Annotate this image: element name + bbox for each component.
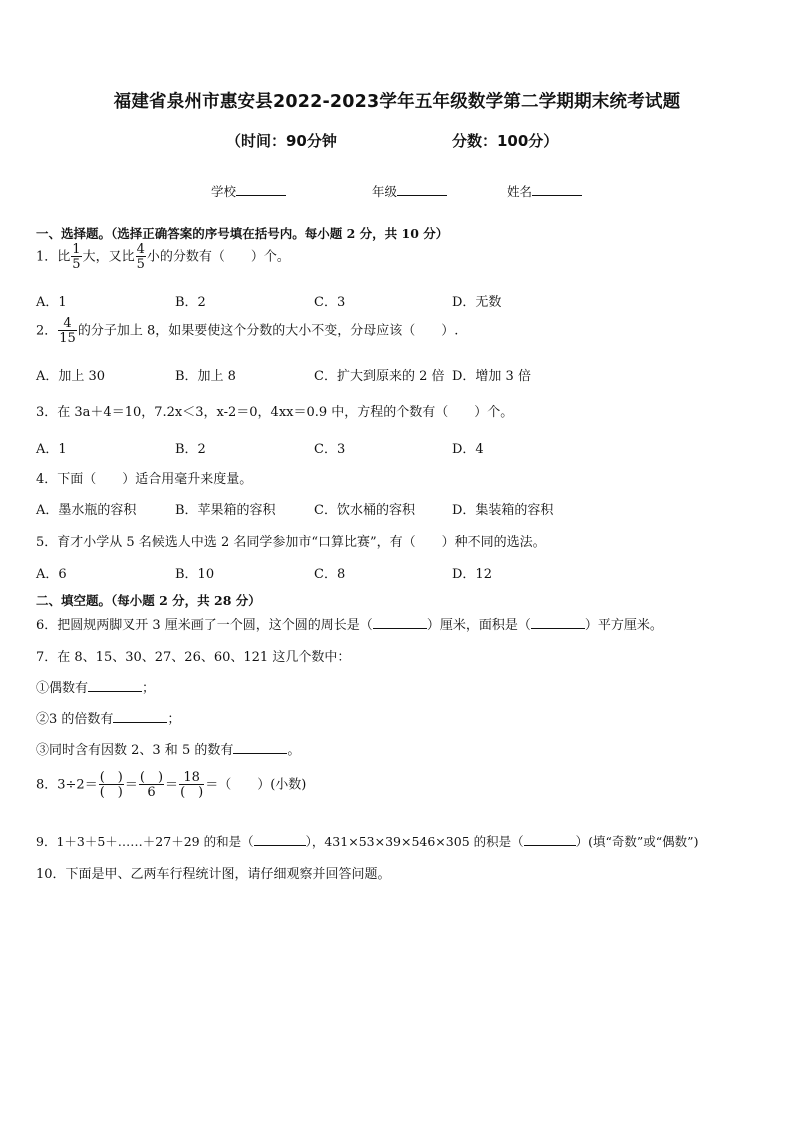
grade-field <box>372 182 447 200</box>
q5-option-a: A．6 <box>36 567 67 582</box>
q9-part2: ），431×53×39×546×305 的积是（ <box>305 834 524 849</box>
q4-option-a: A．墨水瓶的容积 <box>36 503 137 518</box>
question-4: 4．下面（ ）适合用毫升来度量。 <box>36 472 253 487</box>
q7-item-3 <box>36 739 300 758</box>
q7-item3-end: 。 <box>287 743 301 758</box>
q2-option-b: B．加上 8 <box>175 369 236 384</box>
q1-option-c: C．3 <box>314 295 346 310</box>
section1-heading: 一、选择题。（选择正确答案的序号填在括号内。每小题 2 分，共 10 分） <box>36 226 449 241</box>
q2-prefix: 2． <box>36 323 58 339</box>
q4-option-b: B．苹果箱的容积 <box>175 503 276 518</box>
name-blank <box>532 195 582 196</box>
fraction-1-5: $\frac{1}{5}$ <box>72 242 81 272</box>
question-9 <box>36 832 698 850</box>
q1-option-b: B．2 <box>175 295 206 310</box>
question-8 <box>36 771 306 799</box>
question-2 <box>36 317 458 345</box>
q1-prefix: 1．比 <box>36 249 71 265</box>
q6-blank-circumference <box>373 628 427 629</box>
q1-option-d: D．无数 <box>452 295 502 310</box>
q5-option-b: B．10 <box>175 567 215 582</box>
section2-heading: 二、填空题。（每小题 2 分，共 28 分） <box>36 593 261 608</box>
time-label: （时间：90分钟 <box>226 132 337 150</box>
name-label: 姓名 <box>507 184 533 199</box>
q3-option-a: A．1 <box>36 442 67 457</box>
q9-part1: 9．1＋3＋5＋……＋27＋29 的和是（ <box>36 834 254 849</box>
name-field <box>507 182 582 200</box>
q6-part1: 6．把圆规两脚叉开 3 厘米画了一个圆，这个圆的周长是（ <box>36 618 373 633</box>
q7-item1-end: ； <box>142 681 156 696</box>
q4-option-c: C．饮水桶的容积 <box>314 503 415 518</box>
q9-blank-sum <box>254 845 306 846</box>
question-10: 10．下面是甲、乙两车行程统计图，请仔细观察并回答问题。 <box>36 867 391 882</box>
score-label: 分数：100分） <box>452 132 559 150</box>
q6-part2: ）厘米，面积是（ <box>426 618 531 633</box>
question-6 <box>36 614 663 633</box>
q8-equals-1: ＝ <box>124 777 138 793</box>
question-3: 3．在 3a＋4＝10，7.2x＜3，x-2＝0，4xx＝0.9 中，方程的个数有（ ）个。 <box>36 405 514 420</box>
q3-option-d: D．4 <box>452 442 484 457</box>
q5-option-c: C．8 <box>314 567 346 582</box>
page-title: 福建省泉州市惠安县2022-2023学年五年级数学第二学期期末统考试题 <box>113 92 681 112</box>
q2-option-d: D．增加 3 倍 <box>452 369 531 384</box>
question-1 <box>36 243 290 271</box>
q5-option-d: D．12 <box>452 567 492 582</box>
q3-option-b: B．2 <box>175 442 206 457</box>
school-label: 学校 <box>211 184 237 199</box>
q8-prefix: 8．3÷2＝ <box>36 777 98 793</box>
q8-fraction-2: $\frac{( )}{6}$ <box>139 770 164 800</box>
q7-item3-label: ③同时含有因数 2、3 和 5 的数有 <box>36 743 234 758</box>
grade-label: 年级 <box>372 184 398 199</box>
q1-suffix: 小的分数有（ ）个。 <box>146 249 290 265</box>
fraction-4-5: $\frac{4}{5}$ <box>136 242 145 272</box>
q7-item1-label: ①偶数有 <box>36 681 89 696</box>
school-field <box>211 182 286 200</box>
q6-blank-area <box>531 628 585 629</box>
q2-suffix: 的分子加上 8，如果要使这个分数的大小不变，分母应该（ ）. <box>77 323 459 339</box>
q7-item2-blank <box>113 722 167 723</box>
q7-item2-label: ②3 的倍数有 <box>36 712 114 727</box>
q8-equals-2: ＝ <box>165 777 179 793</box>
q3-option-c: C．3 <box>314 442 346 457</box>
q2-option-c: C．扩大到原来的 2 倍 <box>314 369 445 384</box>
q7-item1-blank <box>88 691 142 692</box>
question-7: 7．在 8、15、30、27、26、60、121 这几个数中： <box>36 650 351 665</box>
grade-blank <box>397 195 447 196</box>
q8-fraction-3: $\frac{18}{( )}$ <box>180 770 204 800</box>
q6-part3: ）平方厘米。 <box>584 618 663 633</box>
q7-item-1 <box>36 677 155 696</box>
q2-option-a: A．加上 30 <box>36 369 106 384</box>
question-5: 5．育才小学从 5 名候选人中选 2 名同学参加市“口算比赛”，有（ ）种不同的选法。 <box>36 535 546 550</box>
q4-option-d: D．集装箱的容积 <box>452 503 554 518</box>
q9-part3: ）(填“奇数”或“偶数”) <box>575 834 699 849</box>
q1-mid: 大，又比 <box>82 249 135 265</box>
q7-item-2 <box>36 708 180 727</box>
q1-option-a: A．1 <box>36 295 67 310</box>
q8-suffix: ＝（ ）(小数) <box>205 777 307 793</box>
fraction-4-15: $\frac{4}{15}$ <box>59 316 76 346</box>
q9-blank-product <box>524 845 576 846</box>
school-blank <box>236 195 286 196</box>
q7-item3-blank <box>233 753 287 754</box>
q8-fraction-1: $\frac{( )}{( )}$ <box>99 770 123 800</box>
q7-item2-end: ； <box>167 712 181 727</box>
